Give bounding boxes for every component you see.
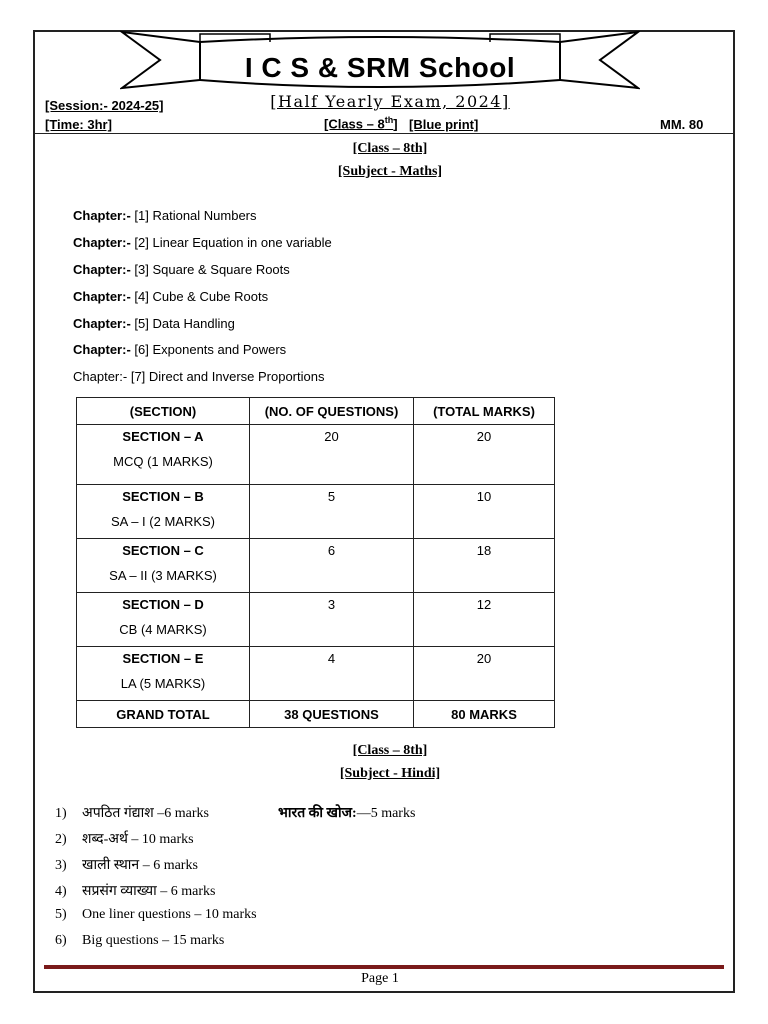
item-number: 4) — [55, 884, 67, 899]
hindi-subject-heading: [Subject - Hindi] — [339, 766, 441, 781]
max-marks: MM. 80 — [660, 117, 704, 132]
page-number: Page 1 — [361, 971, 399, 986]
chapter-item — [73, 316, 235, 331]
table-row — [77, 593, 555, 647]
time-label: [Time: 3hr] — [45, 117, 112, 132]
chapter-label: Chapter:- — [73, 262, 131, 277]
item-text: शब्द-अर्थ – 10 marks — [82, 832, 194, 847]
item-number: 6) — [55, 933, 67, 948]
chapter-item — [73, 289, 268, 304]
questions-cell — [250, 647, 414, 701]
grand-total-questions: 38 QUESTIONS — [250, 701, 414, 728]
chapter-title: [4] Cube & Cube Roots — [134, 289, 269, 304]
item-number: 2) — [55, 832, 67, 847]
chapter-label: Chapter:- — [73, 342, 131, 357]
section-name: SECTION – A — [122, 429, 204, 444]
chapter-label: Chapter:- — [73, 369, 128, 384]
chapter-label: Chapter:- — [73, 289, 131, 304]
marks-value: 12 — [476, 597, 492, 612]
maths-class-heading: [Class – 8th] — [352, 141, 428, 156]
item-text: One liner questions – 10 marks — [82, 907, 257, 922]
item-number: 5) — [55, 907, 67, 922]
list-item — [55, 829, 194, 848]
question-count: 20 — [324, 429, 339, 444]
chapter-label: Chapter:- — [73, 208, 131, 223]
chapter-title: [3] Square & Square Roots — [134, 262, 290, 277]
hindi-class-heading: [Class – 8th] — [352, 743, 428, 758]
section-cell — [77, 593, 250, 647]
section-name: SECTION – C — [122, 543, 204, 558]
session-label: [Session:- 2024-25] — [45, 98, 164, 113]
section-name: SECTION – B — [122, 489, 204, 504]
marks-cell — [414, 539, 555, 593]
section-type: MCQ (1 MARKS) — [113, 454, 213, 469]
chapter-item — [73, 342, 286, 357]
question-count: 4 — [327, 651, 336, 666]
section-cell — [77, 539, 250, 593]
table-row — [77, 647, 555, 701]
section-cell — [77, 647, 250, 701]
marks-value: 18 — [476, 543, 492, 558]
chapter-item — [73, 369, 324, 384]
maths-subject-heading: [Subject - Maths] — [337, 164, 443, 179]
marks-value: 10 — [476, 489, 492, 504]
table-header-row — [77, 398, 555, 425]
grand-total-marks: 80 MARKS — [414, 701, 555, 728]
list-item — [55, 803, 209, 822]
item-text: Big questions – 15 marks — [82, 933, 225, 948]
chapter-item — [73, 208, 257, 223]
list-item — [55, 881, 215, 900]
marks-cell — [414, 647, 555, 701]
question-count: 6 — [327, 543, 336, 558]
chapter-title: [7] Direct and Inverse Proportions — [130, 369, 325, 384]
marks-cell — [414, 425, 555, 485]
section-cell — [77, 485, 250, 539]
exam-title: [Half Yearly Exam, 2024] — [270, 92, 510, 111]
questions-cell — [250, 425, 414, 485]
section-name: SECTION – D — [122, 597, 204, 612]
table-row — [77, 425, 555, 485]
footer-rule — [44, 965, 724, 969]
chapter-title: [6] Exponents and Powers — [134, 342, 287, 357]
questions-cell — [250, 485, 414, 539]
chapter-title: [5] Data Handling — [134, 316, 235, 331]
section-name: SECTION – E — [122, 651, 204, 666]
chapter-label: Chapter:- — [73, 235, 131, 250]
section-type: LA (5 MARKS) — [120, 676, 206, 691]
question-count: 3 — [327, 597, 336, 612]
marks-value: 20 — [476, 429, 492, 444]
list-item — [55, 855, 198, 874]
header-marks: (TOTAL MARKS) — [414, 398, 555, 425]
header-section: (SECTION) — [77, 398, 250, 425]
grand-total-label: GRAND TOTAL — [77, 701, 250, 728]
list-item — [55, 933, 224, 949]
questions-cell — [250, 593, 414, 647]
section-type: SA – II (3 MARKS) — [109, 568, 217, 583]
list-item — [55, 907, 257, 923]
section-type: CB (4 MARKS) — [119, 622, 207, 637]
bharat-ki-khoj: भारत की खोज:—5 marks — [278, 806, 416, 821]
header-divider — [35, 133, 735, 134]
item-text: खाली स्थान – 6 marks — [82, 858, 198, 873]
item-text: सप्रसंग व्याख्या – 6 marks — [82, 884, 216, 899]
item-text: अपठित गंद्याश –6 marks — [82, 806, 209, 821]
chapter-title: [2] Linear Equation in one variable — [134, 235, 332, 250]
marks-cell — [414, 485, 555, 539]
item-number: 3) — [55, 858, 67, 873]
chapter-item — [73, 235, 332, 250]
chapter-title: [1] Rational Numbers — [134, 208, 257, 223]
marks-value: 20 — [476, 651, 492, 666]
blue-print-label: [Blue print] — [409, 117, 479, 132]
grand-total-row — [77, 701, 555, 728]
marks-cell — [414, 593, 555, 647]
header-questions: (NO. OF QUESTIONS) — [250, 398, 414, 425]
school-name: I C S & SRM School — [244, 52, 516, 83]
section-cell — [77, 425, 250, 485]
table-row — [77, 485, 555, 539]
class-label: [Class – 8th] — [324, 115, 398, 132]
questions-cell — [250, 539, 414, 593]
chapter-label: Chapter:- — [73, 316, 131, 331]
item-number: 1) — [55, 806, 67, 821]
question-count: 5 — [327, 489, 336, 504]
section-type: SA – I (2 MARKS) — [110, 514, 216, 529]
chapter-item — [73, 262, 290, 277]
blueprint-table — [76, 397, 555, 728]
table-row — [77, 539, 555, 593]
